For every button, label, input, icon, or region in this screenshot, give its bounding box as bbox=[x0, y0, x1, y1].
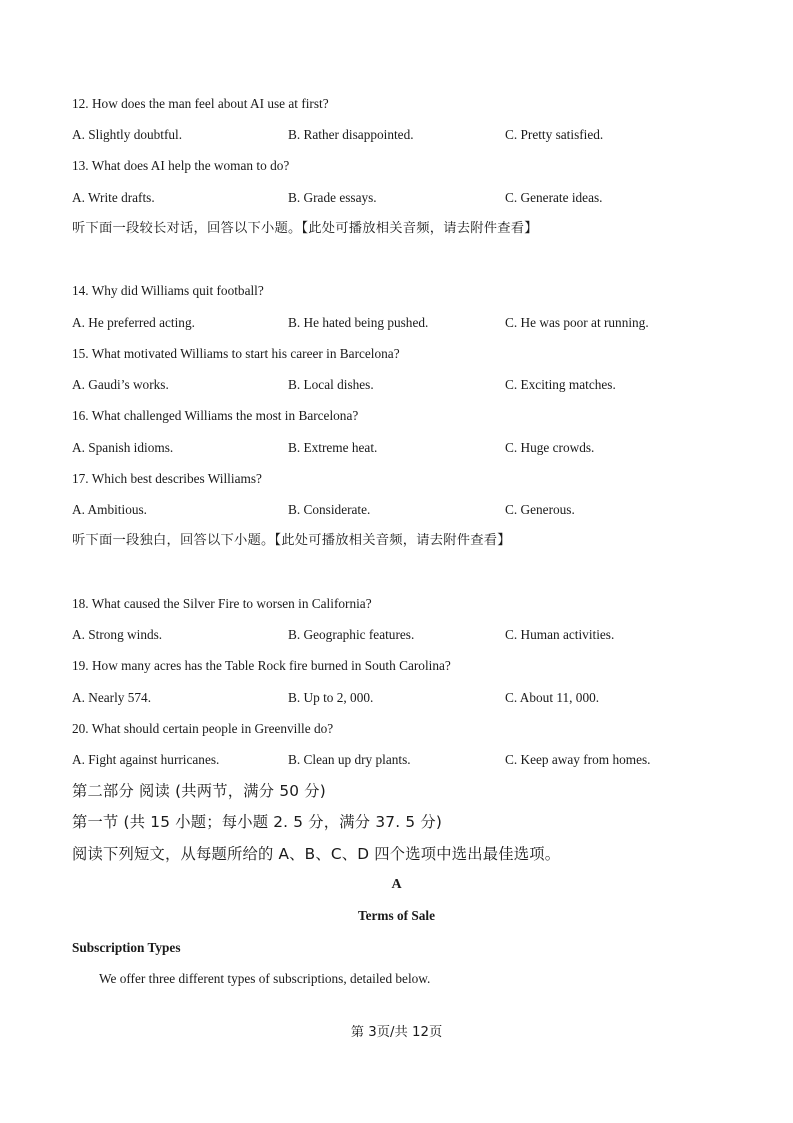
option-17-b: B. Considerate. bbox=[288, 502, 371, 517]
option-14-c: C. He was poor at running. bbox=[505, 315, 649, 330]
section-one-heading: 第一节 (共 15 小题；每小题 2. 5 分，满分 37. 5 分) bbox=[72, 813, 443, 831]
question-18: 18. What caused the Silver Fire to worsen in California? bbox=[72, 596, 372, 611]
option-19-b: B. Up to 2, 000. bbox=[288, 690, 374, 705]
passage-letter: A bbox=[391, 877, 402, 892]
option-15-c: C. Exciting matches. bbox=[505, 377, 616, 392]
page-number: 第 3页/共 12页 bbox=[350, 1025, 443, 1040]
part-two-heading: 第二部分 阅读 (共两节，满分 50 分) bbox=[72, 782, 326, 800]
option-17-a: A. Ambitious. bbox=[72, 502, 147, 517]
question-13: 13. What does AI help the woman to do? bbox=[72, 158, 290, 173]
option-20-b: B. Clean up dry plants. bbox=[288, 752, 411, 767]
option-18-b: B. Geographic features. bbox=[288, 627, 415, 642]
option-20-c: C. Keep away from homes. bbox=[505, 752, 651, 767]
option-18-c: C. Human activities. bbox=[505, 627, 615, 642]
option-15-b: B. Local dishes. bbox=[288, 377, 374, 392]
question-16: 16. What challenged Williams the most in Barcelona? bbox=[72, 408, 359, 423]
instruction-monologue: 听下面一段独白，回答以下小题。【此处可播放相关音频，请去附件查看】 bbox=[72, 533, 511, 548]
option-19-c: C. About 11, 000. bbox=[505, 690, 600, 705]
question-19: 19. How many acres has the Table Rock fire burned in South Carolina? bbox=[72, 658, 451, 673]
option-18-a: A. Strong winds. bbox=[72, 627, 163, 642]
option-20-a: A. Fight against hurricanes. bbox=[72, 752, 220, 767]
question-17: 17. Which best describes Williams? bbox=[72, 471, 262, 486]
option-14-a: A. He preferred acting. bbox=[72, 315, 195, 330]
option-16-c: C. Huge crowds. bbox=[505, 440, 595, 455]
option-13-a: A. Write drafts. bbox=[72, 190, 155, 205]
option-16-a: A. Spanish idioms. bbox=[72, 440, 174, 455]
option-14-b: B. He hated being pushed. bbox=[288, 315, 429, 330]
option-12-b: B. Rather disappointed. bbox=[288, 127, 414, 142]
option-12-a: A. Slightly doubtful. bbox=[72, 127, 183, 142]
reading-directions: 阅读下列短文，从每题所给的 A、B、C、D 四个选项中选出最佳选项。 bbox=[72, 845, 561, 863]
option-13-c: C. Generate ideas. bbox=[505, 190, 603, 205]
option-19-a: A. Nearly 574. bbox=[72, 690, 152, 705]
question-20: 20. What should certain people in Greenville do? bbox=[72, 721, 334, 736]
option-16-b: B. Extreme heat. bbox=[288, 440, 378, 455]
option-15-a: A. Gaudi’s works. bbox=[72, 377, 169, 392]
question-14: 14. Why did Williams quit football? bbox=[72, 283, 264, 298]
option-17-c: C. Generous. bbox=[505, 502, 575, 517]
passage-first-line: We offer three different types of subscriptions, detailed below. bbox=[99, 971, 431, 986]
question-15: 15. What motivated Williams to start his career in Barcelona? bbox=[72, 346, 400, 361]
option-13-b: B. Grade essays. bbox=[288, 190, 377, 205]
question-12: 12. How does the man feel about AI use at first? bbox=[72, 96, 329, 111]
passage-subheading: Subscription Types bbox=[72, 940, 181, 955]
instruction-long-dialogue: 听下面一段较长对话，回答以下小题。【此处可播放相关音频，请去附件查看】 bbox=[72, 221, 538, 236]
option-12-c: C. Pretty satisfied. bbox=[505, 127, 604, 142]
passage-title: Terms of Sale bbox=[357, 908, 436, 923]
